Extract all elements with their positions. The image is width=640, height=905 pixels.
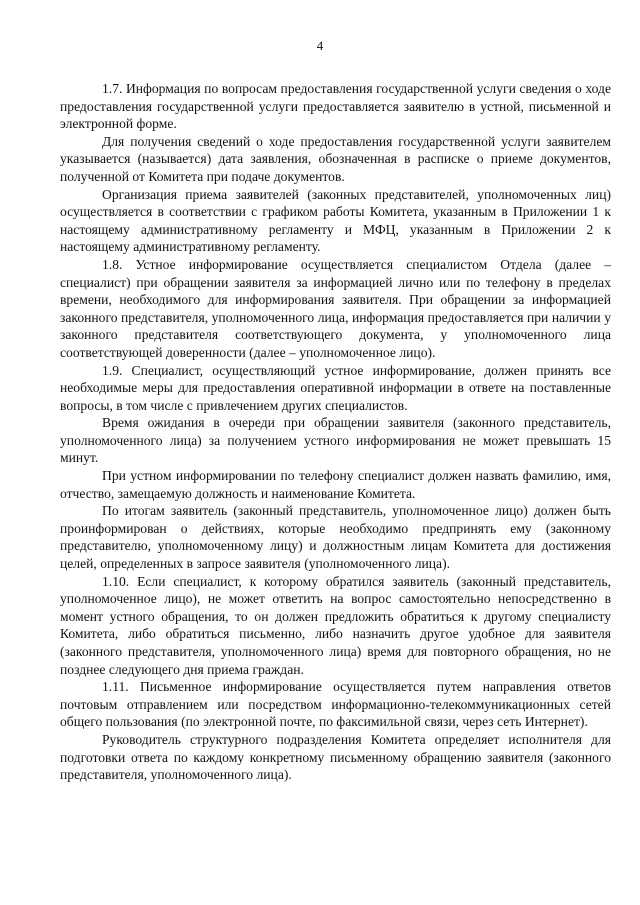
page-number: 4: [316, 38, 324, 53]
paragraph-phone-info: При устном информировании по телефону специалист должен назвать фамилию, имя, отчество, замещаемую должность и наименование Комитета.: [60, 468, 611, 501]
paragraph-1-7: 1.7. Информация по вопросам предоставления государственной услуги сведения о ходе предоставления государственной услуги предоставляется заявителю в устной, письменной и электронной форме.: [60, 81, 611, 132]
paragraph-executor: Руководитель структурного подразделения Комитета определяет исполнителя для подготовки ответа по каждому конкретному письменному обращению заявителя (законного представителя, уполномоченного лица).: [60, 731, 611, 783]
paragraph-1-11: 1.11. Письменное информирование осуществляется путем направления ответов почтовым отправлением или посредством информационно-телекоммуникационных сетей общего пользования (по электронной почте, по факсимильной связи, через сеть Интернет).: [60, 679, 611, 730]
paragraph-1-8: 1.8. Устное информирование осуществляется специалистом Отдела (далее – специалист) при обращении заявителя за информацией лично или по телефону в пределах времени, необходимого для информирования заявителя. При обращении за информацией законного представителя, уполномоченного лица, информация предоставляется при наличии у законного представителя соответствующего документа, у уполномоченного лица соответствующей доверенности (далее – уполномоченное лицо).: [60, 256, 611, 360]
paragraph-1-10: 1.10. Если специалист, к которому обратился заявитель (законный представитель, уполномоченное лицо), не может ответить на вопрос самостоятельно непосредственно в момент устного обращения, то он должен предложить обратиться к другому специалисту Комитета, либо обратиться письменно, либо назначить другое удобное для заявителя (законного представителя, уполномоченного лица) время для повторного обращения, но не позднее следующего дня приема граждан.: [60, 573, 611, 677]
paragraph-results: По итогам заявитель (законный представитель, уполномоченное лицо) должен быть проинформирован о действиях, которые необходимо предпринять ему (законному представителю, уполномоченному лицу) и должностным лицам Комитета для достижения целей, определенных в запросе заявителя (уполномоченного лица).: [60, 503, 611, 572]
paragraph-1-9: 1.9. Специалист, осуществляющий устное информирование, должен принять все необходимые меры для предоставления оперативной информации в ответе на поставленные вопросы, в том числе с привлечением других специалистов.: [60, 362, 611, 413]
paragraph-reception-schedule: Организация приема заявителей (законных представителей, уполномоченных лиц) осуществляется в соответствии с графиком работы Комитета, указанным в Приложении 1 к настоящему административному регламенту и МФЦ, указанным в Приложении 2 к настоящему административному регламенту.: [60, 186, 611, 255]
paragraph-status-info: Для получения сведений о ходе предоставления государственной услуги заявителем указывается (называется) дата заявления, обозначенная в расписке о приеме документов, полученной от Комитета при подаче документов.: [60, 133, 611, 184]
document-body: [60, 80, 611, 784]
paragraph-waiting-time: Время ожидания в очереди при обращении заявителя (законного представитель, уполномоченного лица) за получением устного информирования не может превышать 15 минут.: [60, 415, 611, 466]
